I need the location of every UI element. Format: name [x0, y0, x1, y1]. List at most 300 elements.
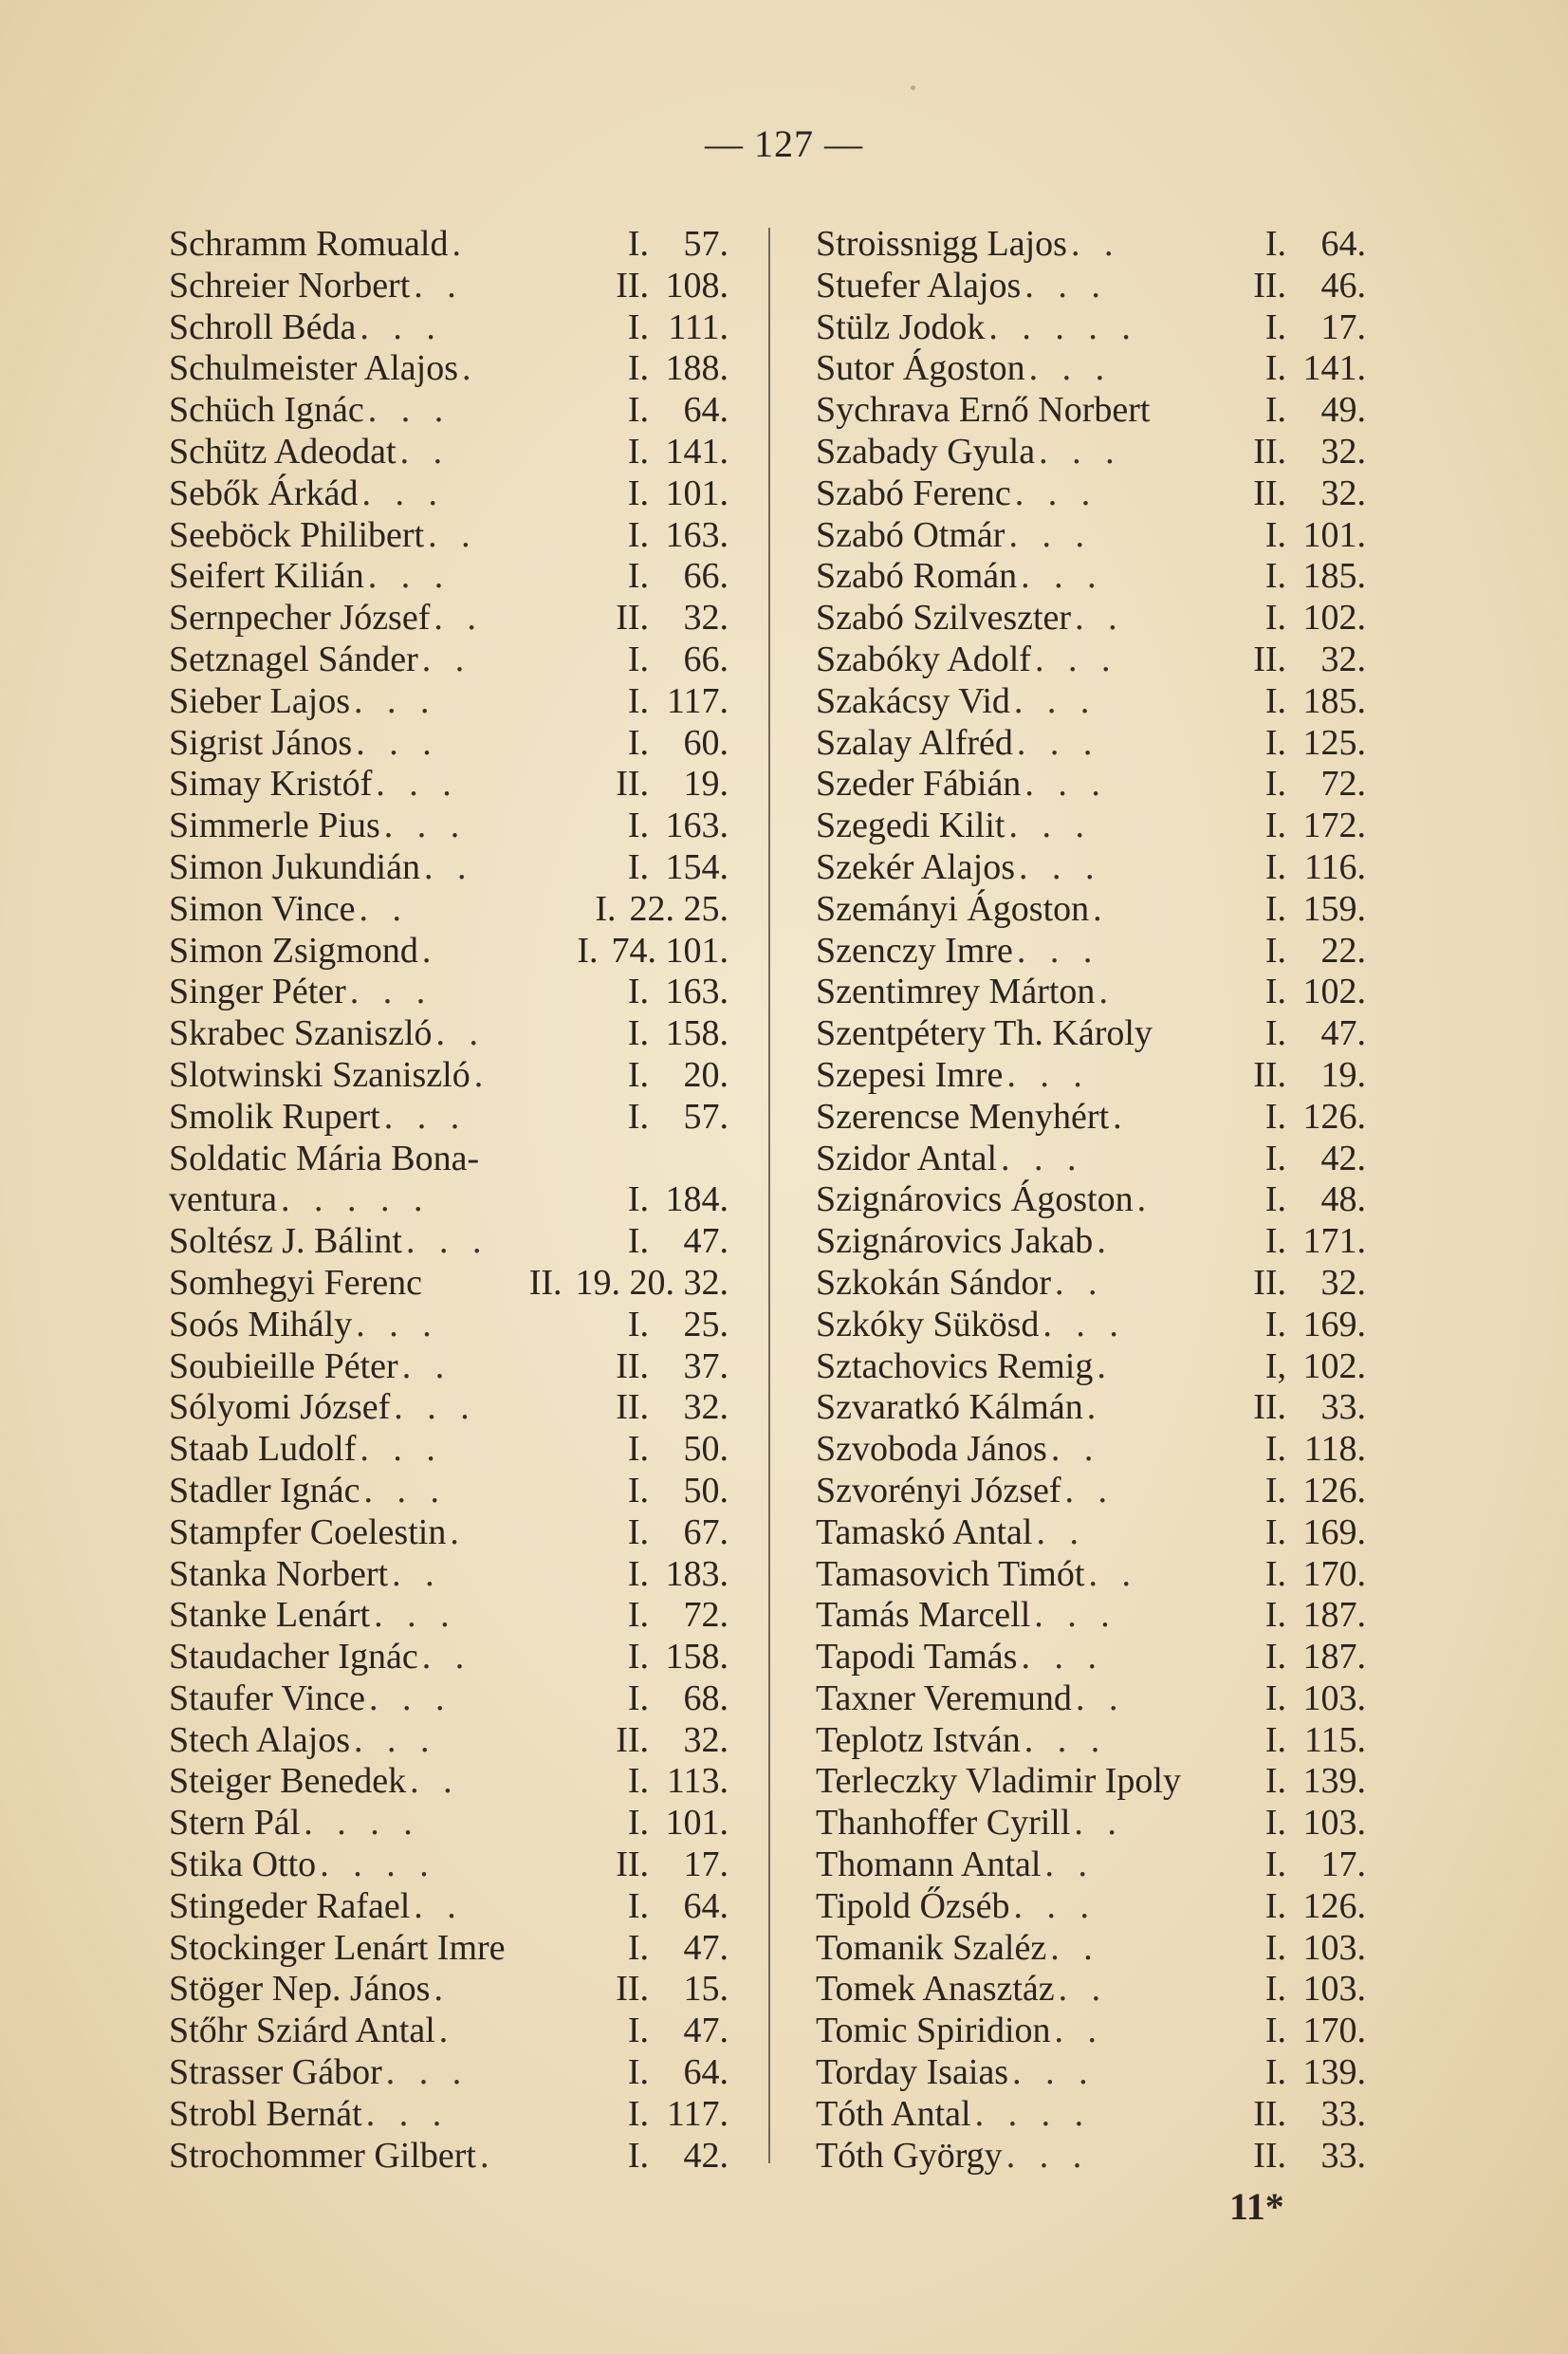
entry-name: Staudacher Ignác	[169, 1637, 418, 1677]
entry-leader-dots: . . .	[383, 806, 468, 846]
entry-leader-dots: . .	[414, 265, 464, 306]
index-entry	[169, 806, 729, 847]
entry-pages: 68.	[683, 1677, 729, 1718]
entry-name: Szekér Alajos	[816, 846, 1016, 887]
entry-leader-dots: . . .	[1021, 1637, 1104, 1677]
entry-name: Szentimrey Márton	[816, 972, 1096, 1012]
entry-volume: I.	[627, 1054, 649, 1095]
entry-pages: 116.	[1303, 846, 1366, 887]
entry-name: Schütz Adeodat	[169, 431, 397, 472]
entry-name: Simay Kristóf	[169, 764, 373, 805]
entry-name: Szegedi Kilit	[816, 806, 1005, 846]
index-entry	[816, 1097, 1366, 1139]
entry-name: Szkóky Sükösd	[816, 1304, 1040, 1344]
entry-leader-dots: . . . .	[304, 1803, 420, 1844]
index-entry	[816, 266, 1366, 307]
entry-name: Stech Alajos	[169, 1719, 351, 1760]
entry-volume: I.	[1264, 1470, 1286, 1511]
entry-leader-dots: .	[450, 1511, 467, 1552]
entry-name: Soubieille Péter	[169, 1345, 398, 1386]
index-entry	[816, 1346, 1366, 1388]
entry-name: Thomann Antal	[816, 1844, 1042, 1885]
entry-pages: 32.	[1320, 639, 1366, 679]
entry-pages: 169.	[1302, 1304, 1366, 1344]
entry-pages: 187.	[1302, 1637, 1366, 1677]
entry-pages: 64.	[683, 390, 729, 431]
index-entry	[816, 1928, 1366, 1970]
entry-volume: I.	[1264, 764, 1286, 805]
entry-volume: I.	[1264, 680, 1286, 721]
entry-volume: I.	[627, 1885, 649, 1926]
entry-volume: I.	[1264, 1429, 1286, 1470]
entry-name: Sztachovics Remig	[816, 1345, 1094, 1386]
entry-pages: 47.	[683, 1221, 729, 1262]
entry-leader-dots: . .	[401, 1345, 452, 1386]
entry-volume: I.	[627, 846, 649, 887]
entry-volume: II.	[1253, 1387, 1286, 1428]
entry-name: Staufer Vince	[169, 1677, 365, 1718]
entry-leader-dots: . . .	[1024, 1719, 1108, 1760]
entry-volume: II.	[1253, 1262, 1286, 1303]
entry-leader-dots: . . .	[1008, 806, 1092, 846]
entry-leader-dots: . .	[414, 1885, 464, 1926]
entry-name: Stika Otto	[169, 1844, 317, 1885]
entry-name: Soós Mihály	[169, 1304, 353, 1344]
entry-pages: 42.	[683, 2135, 729, 2176]
entry-volume: I.	[627, 390, 649, 431]
entry-pages: 72.	[683, 1595, 729, 1636]
index-column-left	[169, 224, 729, 2177]
entry-volume: I.	[627, 2052, 649, 2093]
entry-name: Tomanik Szaléz	[816, 1927, 1047, 1968]
index-entry	[816, 1221, 1366, 1263]
entry-volume: I.	[627, 1927, 649, 1968]
entry-volume: I.	[627, 1470, 649, 1511]
index-entry	[816, 2011, 1366, 2052]
index-entry	[169, 1554, 729, 1596]
entry-name: Slotwinski Szaniszló	[169, 1054, 470, 1095]
entry-volume: I,	[1264, 1345, 1286, 1386]
entry-name: Seifert Kilián	[169, 556, 364, 597]
entry-pages: 185.	[1302, 556, 1366, 597]
entry-name: Sigrist János	[169, 722, 353, 763]
entry-pages: 49.	[1320, 390, 1366, 431]
entry-name: Tomek Anasztáz	[816, 1969, 1055, 2010]
index-entry	[816, 1471, 1366, 1512]
entry-volume: I.	[1264, 1927, 1286, 1968]
entry-leader-dots: . .	[1044, 1844, 1095, 1885]
entry-pages: 113.	[666, 1761, 729, 1802]
entry-pages: 22. 25.	[629, 888, 729, 929]
index-entry	[169, 1928, 729, 1970]
entry-name: Singer Péter	[169, 972, 346, 1012]
index-entry	[169, 1179, 729, 1221]
entry-pages: 57.	[683, 1096, 729, 1137]
index-entry	[816, 1429, 1366, 1471]
entry-leader-dots: . .	[1064, 1470, 1116, 1511]
index-entry	[169, 1512, 729, 1554]
entry-pages: 50.	[683, 1429, 729, 1470]
entry-volume: II.	[616, 1969, 649, 2010]
entry-leader-dots: . . .	[385, 2052, 470, 2093]
entry-leader-dots: . . .	[1021, 556, 1104, 597]
entry-pages: 17.	[683, 1844, 729, 1885]
entry-pages: 42.	[1320, 1138, 1366, 1178]
entry-volume: I.	[627, 1677, 649, 1718]
entry-volume: I.	[627, 2135, 649, 2176]
entry-name: Stanka Norbert	[169, 1553, 389, 1594]
entry-volume: I.	[1264, 806, 1286, 846]
entry-name: Szvoboda János	[816, 1429, 1047, 1470]
entry-name: Soldatic Mária Bona-	[169, 1138, 480, 1178]
entry-leader-dots: . . .	[1013, 680, 1098, 721]
entry-name: Stanke Lenárt	[169, 1595, 371, 1636]
entry-pages: 32.	[1320, 431, 1366, 472]
entry-pages: 66.	[683, 556, 729, 597]
entry-volume: I.	[627, 1761, 649, 1802]
entry-volume: II.	[1253, 2135, 1286, 2176]
index-entry	[816, 556, 1366, 598]
entry-leader-dots: . . .	[349, 972, 434, 1012]
index-entry	[169, 1720, 729, 1762]
index-entry	[816, 1803, 1366, 1844]
entry-volume: I.	[1264, 1844, 1286, 1885]
entry-pages: 169.	[1302, 1511, 1366, 1552]
entry-pages: 32.	[1320, 473, 1366, 513]
entry-name: Torday Isaias	[816, 2052, 1009, 2093]
entry-pages: 158.	[665, 1637, 729, 1677]
index-entry	[169, 1803, 729, 1844]
index-entry	[169, 2094, 729, 2136]
index-entry	[169, 764, 729, 806]
entry-leader-dots: . . .	[1024, 764, 1108, 805]
entry-leader-dots: . . .	[1034, 1595, 1117, 1636]
entry-volume: I.	[627, 514, 649, 555]
entry-volume: II.	[616, 1719, 649, 1760]
entry-leader-dots: . . .	[405, 1221, 489, 1262]
index-entry	[816, 723, 1366, 765]
entry-leader-dots: . .	[1075, 598, 1125, 639]
entry-leader-dots: . . .	[367, 390, 452, 431]
entry-volume: I.	[1264, 1719, 1286, 1760]
entry-name: Szabó Román	[816, 556, 1018, 597]
entry-leader-dots: . . .	[394, 1387, 477, 1428]
entry-leader-dots: . . .	[356, 1304, 439, 1344]
entry-pages: 102.	[1302, 598, 1366, 639]
entry-volume: I.	[1264, 1013, 1286, 1054]
entry-leader-dots: . . .	[1006, 1054, 1090, 1095]
entry-pages: 102.	[1302, 972, 1366, 1012]
entry-volume: I.	[1264, 598, 1286, 639]
entry-name: Tipold Őzséb	[816, 1885, 1010, 1926]
entry-leader-dots: .	[434, 1969, 451, 2010]
entry-name: Tóth György	[816, 2135, 1003, 2176]
entry-leader-dots: . . .	[360, 306, 443, 347]
entry-name: Seeböck Philibert	[169, 514, 425, 555]
index-entry	[169, 515, 729, 557]
entry-volume: I.	[1264, 514, 1286, 555]
entry-volume: I.	[627, 224, 649, 264]
entry-name: Szabó Szilveszter	[816, 598, 1072, 639]
index-entry	[816, 1554, 1366, 1596]
entry-pages: 163.	[665, 806, 729, 846]
entry-leader-dots: .	[1086, 1387, 1104, 1428]
entry-name: Tamasovich Timót	[816, 1553, 1085, 1594]
entry-volume: I.	[627, 1096, 649, 1137]
entry-pages: 47.	[683, 2011, 729, 2051]
entry-leader-dots: . .	[410, 1761, 460, 1802]
index-entry	[169, 2011, 729, 2052]
entry-volume: I.	[627, 1013, 649, 1054]
entry-name: Szidor Antal	[816, 1138, 998, 1178]
entry-volume: I.	[627, 1221, 649, 1262]
index-entry	[169, 1097, 729, 1139]
index-entry	[816, 764, 1366, 806]
entry-volume: I.	[627, 1803, 649, 1844]
index-entry	[816, 2094, 1366, 2136]
entry-name: Strasser Gábor	[169, 2052, 382, 2093]
index-entry	[816, 931, 1366, 973]
index-entry	[816, 1595, 1366, 1637]
entry-volume: I.	[627, 431, 649, 472]
entry-pages: 32.	[683, 1387, 729, 1428]
entry-name: Sólyomi József	[169, 1387, 391, 1428]
entry-pages: 64.	[683, 2052, 729, 2093]
index-entry	[816, 1055, 1366, 1097]
entry-pages: 47.	[1320, 1013, 1366, 1054]
entry-volume: I.	[1264, 224, 1286, 264]
index-entry	[169, 224, 729, 266]
entry-volume: I.	[1264, 930, 1286, 971]
entry-pages: 103.	[1302, 1803, 1366, 1844]
entry-pages: 101.	[1302, 514, 1366, 555]
entry-name: Stuefer Alajos	[816, 265, 1022, 306]
index-entry	[169, 1346, 729, 1388]
entry-leader-dots: . .	[1050, 1429, 1101, 1470]
entry-leader-dots: . .	[421, 1637, 472, 1677]
entry-pages: 22.	[1320, 930, 1366, 971]
entry-name: Stadler Ignác	[169, 1470, 360, 1511]
index-entry	[169, 598, 729, 639]
index-column-right	[816, 224, 1366, 2177]
index-entry	[169, 556, 729, 598]
entry-pages: 32.	[683, 598, 729, 639]
entry-pages: 20.	[683, 1054, 729, 1095]
entry-leader-dots: . . .	[383, 1096, 468, 1137]
entry-name: Schreier Norbert	[169, 265, 411, 306]
entry-pages: 172.	[1302, 806, 1366, 846]
index-entry	[816, 1761, 1366, 1803]
index-entry	[816, 473, 1366, 515]
entry-volume: I.	[1264, 846, 1286, 887]
entry-name: Tamás Marcell	[816, 1595, 1031, 1636]
entry-pages: 67.	[683, 1511, 729, 1552]
entry-volume: I.	[1264, 1511, 1286, 1552]
entry-pages: 74. 101.	[611, 930, 729, 971]
entry-leader-dots: . . .	[1005, 2135, 1090, 2176]
index-entry	[816, 972, 1366, 1013]
entry-volume: II.	[1253, 2093, 1286, 2134]
entry-leader-dots: .	[452, 224, 469, 264]
entry-pages: 60.	[683, 722, 729, 763]
entry-leader-dots: . . . .	[974, 2093, 1092, 2134]
entry-name: Tamaskó Antal	[816, 1511, 1033, 1552]
entry-pages: 17.	[1320, 306, 1366, 347]
entry-pages: 170.	[1302, 2011, 1366, 2051]
entry-name: Simon Jukundián	[169, 846, 420, 887]
entry-pages: 126.	[1302, 1096, 1366, 1137]
entry-name: Tóth Antal	[816, 2093, 971, 2134]
entry-volume: I.	[627, 722, 649, 763]
entry-name: Strobl Bernát	[169, 2093, 362, 2134]
entry-pages: 57.	[683, 224, 729, 264]
index-entry	[169, 1761, 729, 1803]
entry-leader-dots: . .	[1074, 1803, 1124, 1844]
entry-name: Schulmeister Alajos	[169, 348, 459, 389]
index-entry	[816, 847, 1366, 889]
entry-leader-dots: . .	[392, 1553, 442, 1594]
entry-volume: I.	[577, 930, 599, 971]
entry-leader-dots: .	[479, 2135, 497, 2176]
entry-volume: I.	[1264, 1969, 1286, 2010]
entry-leader-dots: . .	[1050, 1927, 1100, 1968]
page-number: — 127 —	[705, 122, 863, 165]
entry-leader-dots: . . .	[356, 722, 439, 763]
entry-pages: 48.	[1320, 1179, 1366, 1220]
entry-pages: 139.	[1302, 2052, 1366, 2093]
entry-pages: 19.	[1320, 1054, 1366, 1095]
entry-pages: 125.	[1302, 722, 1366, 763]
entry-leader-dots: .	[1097, 1221, 1114, 1262]
entry-pages: 159.	[1302, 888, 1366, 929]
entry-pages: 72.	[1320, 764, 1366, 805]
entry-volume: I.	[595, 888, 617, 929]
index-entry	[816, 681, 1366, 723]
index-entry	[816, 348, 1366, 390]
index-entry	[169, 1263, 729, 1305]
entry-name: Schramm Romuald	[169, 224, 449, 264]
index-entry	[816, 889, 1366, 931]
entry-volume: I.	[1264, 1221, 1286, 1262]
entry-volume: I.	[627, 2093, 649, 2134]
entry-pages: 154.	[665, 846, 729, 887]
entry-pages: 103.	[1302, 1677, 1366, 1718]
entry-name: Szepesi Imre	[816, 1054, 1004, 1095]
entry-name: Schroll Béda	[169, 306, 357, 347]
entry-volume: I.	[627, 1511, 649, 1552]
entry-leader-dots: . . .	[376, 764, 459, 805]
entry-pages: 188.	[665, 348, 729, 389]
index-entry	[169, 1013, 729, 1055]
entry-pages: 183.	[665, 1553, 729, 1594]
entry-name: Stingeder Rafael	[169, 1885, 411, 1926]
entry-leader-dots: .	[438, 2011, 456, 2051]
entry-name: Stockinger Lenárt Imre	[169, 1927, 506, 1968]
index-entry	[169, 1305, 729, 1346]
entry-pages: 158.	[665, 1013, 729, 1054]
entry-leader-dots: . .	[421, 639, 472, 679]
index-entry	[169, 2052, 729, 2094]
entry-leader-dots: . . .	[354, 1719, 437, 1760]
entry-volume: II.	[616, 764, 649, 805]
entry-leader-dots: .	[1097, 1345, 1114, 1386]
entry-volume: I.	[1264, 348, 1286, 389]
entry-pages: 187.	[1302, 1595, 1366, 1636]
index-entry	[169, 931, 729, 973]
entry-leader-dots: . . .	[365, 2093, 450, 2134]
entry-volume: I.	[627, 1595, 649, 1636]
entry-name: Skrabec Szaniszló	[169, 1013, 433, 1054]
index-entry	[169, 348, 729, 390]
entry-pages: 66.	[683, 639, 729, 679]
entry-name: Thanhoffer Cyrill	[816, 1803, 1071, 1844]
entry-name: Teplotz István	[816, 1719, 1021, 1760]
index-entry	[816, 1678, 1366, 1720]
entry-name: Szabó Ferenc	[816, 473, 1011, 513]
entry-name: Tomic Spiridion	[816, 2011, 1051, 2051]
entry-volume: II.	[1253, 639, 1286, 679]
entry-volume: II.	[616, 1387, 649, 1428]
signature-mark: 11*	[1229, 2185, 1284, 2228]
entry-name: Tapodi Tamás	[816, 1637, 1018, 1677]
entry-leader-dots: . . .	[360, 1429, 443, 1470]
entry-name: Terleczky Vladimir Ipoly	[816, 1761, 1181, 1802]
entry-leader-dots: . .	[1075, 1677, 1126, 1718]
entry-pages: 126.	[1302, 1470, 1366, 1511]
index-entry	[816, 1637, 1366, 1678]
entry-volume: I.	[627, 1637, 649, 1677]
entry-leader-dots: .	[473, 1054, 491, 1095]
entry-name: Steiger Benedek	[169, 1761, 407, 1802]
entry-volume: II.	[1253, 473, 1286, 513]
entry-volume: I.	[1264, 306, 1286, 347]
paper-speck	[911, 85, 915, 90]
entry-pages: 50.	[683, 1470, 729, 1511]
entry-volume: I.	[1264, 1304, 1286, 1344]
entry-name: Stőhr Sziárd Antal	[169, 2011, 435, 2051]
entry-volume: II.	[528, 1262, 563, 1303]
entry-volume: I.	[627, 556, 649, 597]
entry-name: Szignárovics Jakab	[816, 1221, 1094, 1262]
entry-pages: 101.	[665, 1803, 729, 1844]
entry-leader-dots: .	[1113, 1096, 1130, 1137]
column-divider	[768, 228, 770, 2163]
entry-pages: 185.	[1302, 680, 1366, 721]
entry-volume: I.	[627, 1304, 649, 1344]
index-entry	[816, 1844, 1366, 1886]
index-entry	[169, 1471, 729, 1512]
entry-name: Szabady Gyula	[816, 431, 1036, 472]
entry-leader-dots: . . .	[1028, 348, 1113, 389]
entry-name: Szenczy Imre	[816, 930, 1013, 971]
index-entry	[816, 1512, 1366, 1554]
index-entry	[169, 307, 729, 349]
entry-pages: 111.	[668, 306, 729, 347]
entry-name: Stern Pál	[169, 1803, 301, 1844]
entry-name: Szabóky Adolf	[816, 639, 1031, 679]
entry-pages: 46.	[1320, 265, 1366, 306]
entry-volume: II.	[616, 265, 649, 306]
entry-volume: II.	[616, 598, 649, 639]
entry-volume: I.	[1264, 1677, 1286, 1718]
entry-name: ventura	[169, 1179, 277, 1220]
index-entry	[169, 681, 729, 723]
index-entry	[816, 2136, 1366, 2178]
entry-leader-dots: . . .	[367, 556, 452, 597]
entry-leader-dots: . . .	[1016, 722, 1100, 763]
entry-leader-dots: . . .	[1034, 639, 1118, 679]
entry-leader-dots: . . .	[1042, 1304, 1126, 1344]
